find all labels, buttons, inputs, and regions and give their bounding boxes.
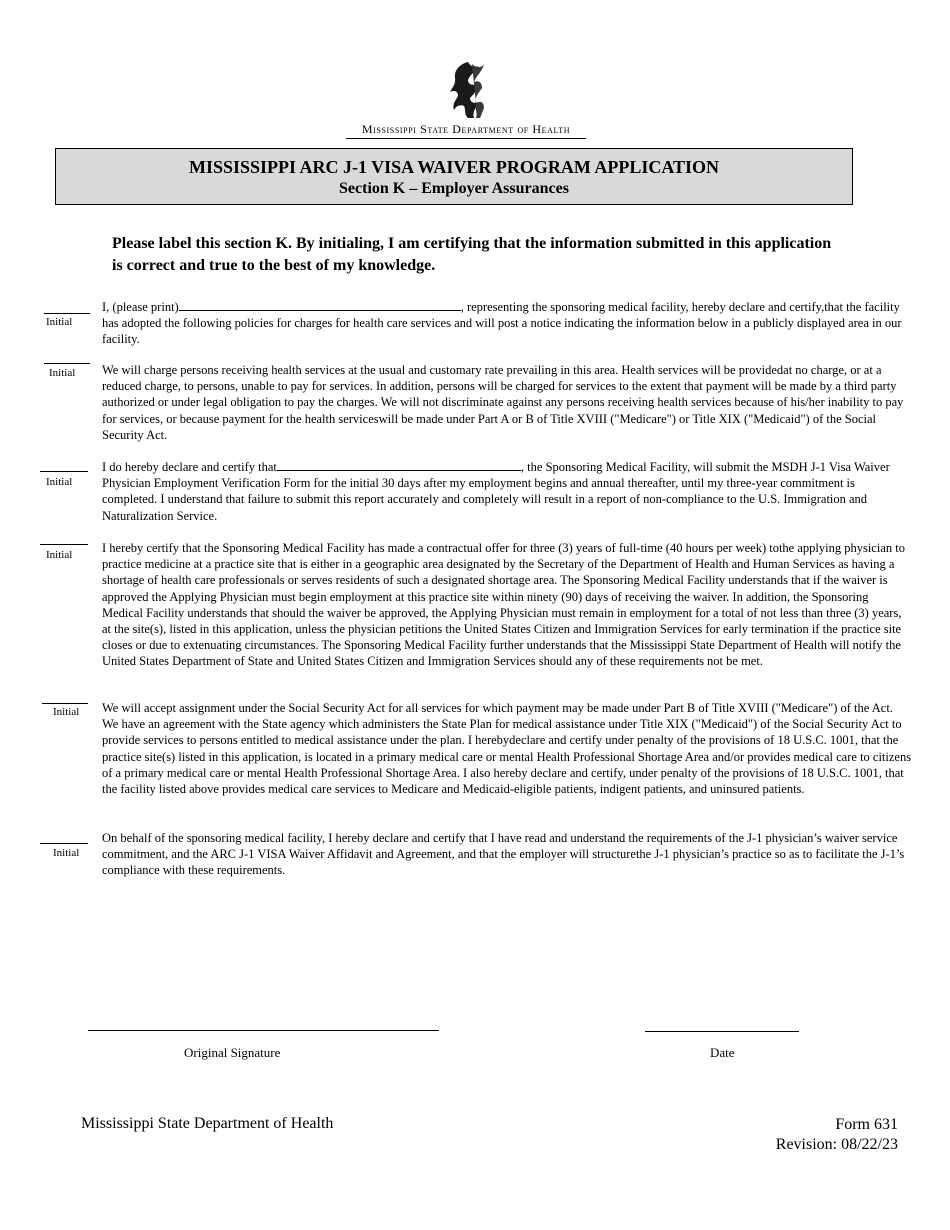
original-signature-field[interactable] <box>88 1030 439 1031</box>
section-3-text-before: I do hereby declare and certify that <box>102 460 277 474</box>
initial-field-3[interactable] <box>40 471 88 472</box>
initial-field-5[interactable] <box>42 703 88 704</box>
initial-field-4[interactable] <box>40 544 88 545</box>
section-subtitle: Section K – Employer Assurances <box>339 180 569 197</box>
footer-form-info <box>776 1115 898 1155</box>
initial-label: Initial <box>46 549 73 561</box>
initial-label: Initial <box>46 476 73 488</box>
initial-field-6[interactable] <box>40 843 88 844</box>
initial-label: Initial <box>49 367 76 379</box>
section-paragraph-2: We will charge persons receiving health services at the usual and customary rate prevailing in this area. Health services will be providedat no charge, or at a reduced charge, to persons, unable to pay for services. In addition, persons will be charged for services to the extent that payment will be made by a third party authorized or under legal obligation to pay the charges. We will not discriminate against any persons receiving health services because of his/her inability to pay for services, or because payment for the health serviceswill be made under Part A or B of Title XVIII ("Medicare") or Title XIX ("Medicaid") of the Social Security Act. <box>102 363 904 442</box>
title-box <box>55 148 853 205</box>
original-signature-label: Original Signature <box>184 1045 281 1060</box>
msdh-emblem-icon <box>446 60 486 120</box>
logo-text: Mississippi State Department of Health <box>346 122 586 139</box>
initial-label: Initial <box>46 316 73 328</box>
section-1-text-after: , representing the sponsoring medical facility, hereby declare and certify,that the facility has adopted the following policies for charges for health care services and will post a notice indicating the information below in a publicly displayed area in our facility. <box>102 300 902 347</box>
initial-field-2[interactable] <box>44 363 90 364</box>
section-paragraph-5: We will accept assignment under the Social Security Act for all services for which payment may be made under Part B of Title XVIII ("Medicare") of the Act. We have an agreement with the State agency which administers the State Plan for medical assistance under Title XIX ("Medicaid") of the Social Security Act to provide services to persons entitled to medical assistance under the plan. I herebydeclare and certify under penalty of the provisions of 18 U.S.C. 1001, that the practice site(s) listed in this application, is located in a primary medical care or mental Health Professional Shortage Area and/or provides medical care to citizens of a primary medical care or mental Health Professional Shortage Area. I also hereby declare and certify, under penalty of the provisions of 18 U.S.C. 1001, that the facility listed above provides medical care services to Medicare and Medicaid-eligible patients, indigent patients, and uninsured patients. <box>102 701 912 797</box>
initial-label: Initial <box>53 706 80 718</box>
intro-statement: Please label this section K. By initialing, I am certifying that the information submitted in this application is correct and true to the best of my knowledge. <box>112 235 832 274</box>
msdh-logo <box>346 60 586 139</box>
revision-date: Revision: 08/22/23 <box>775 1136 898 1153</box>
section-paragraph-3 <box>102 458 912 524</box>
section-paragraph-1 <box>102 298 912 348</box>
print-name-field[interactable] <box>179 298 461 311</box>
footer-org: Mississippi State Department of Health <box>81 1115 334 1132</box>
section-paragraph-4: I hereby certify that the Sponsoring Medical Facility has made a contractual offer for three (3) years of full-time (40 hours per week) tothe applying physician to practice medicine at a practice site that is either in a geographic area designated by the Secretary of the Department of Health and Human Services as having a shortage of health care professionals or serves residents of such a designated shortage area. The Sponsoring Medical Facility understands that if the waiver is approved the Applying Physician must begin employment at this practice site within ninety (90) days of receiving the waiver. In addition, the Sponsoring Medical Facility understands that should the waiver be approved, the Applying Physician must remain in employment for a total of not less than three (3) years, at the site(s), listed in this application, unless the physician petitions the United States Citizen and Immigration Services for early termination if the practice site closes or due to extenuating circumstances. The Sponsoring Medical Facility further understands that the Mississippi State Department of Health will notify the United States Department of State and United States Citizen and Immigration Services should any of these requirements not be met. <box>102 541 905 669</box>
section-3-text-after: , the Sponsoring Medical Facility, will submit the MSDH J-1 Visa Waiver Physician Employment Verification Form for the initial 30 days after my employment begins and annual thereafter, until my three-year commitment is completed. I understand that failure to submit this report accurately and completely will result in a report of non-compliance to the U.S. Immigration and Naturalization Service. <box>102 460 890 523</box>
date-field[interactable] <box>645 1031 799 1032</box>
section-1-text-before: I, (please print) <box>102 300 179 314</box>
page-title: MISSISSIPPI ARC J-1 VISA WAIVER PROGRAM APPLICATION <box>188 157 720 177</box>
date-label: Date <box>710 1045 735 1060</box>
section-paragraph-6: On behalf of the sponsoring medical facility, I hereby declare and certify that I have read and understand the requirements of the J-1 physician’s waiver service commitment, and the ARC J-1 VISA Waiver Affidavit and Agreement, and that the employer will structurethe J-1 physician’s practice so as to facilitate the J-1’s compliance with these requirements. <box>102 831 905 878</box>
initial-field-1[interactable] <box>44 313 90 314</box>
facility-name-field[interactable] <box>277 458 521 471</box>
initial-label: Initial <box>53 847 80 859</box>
form-number: Form 631 <box>835 1116 898 1133</box>
